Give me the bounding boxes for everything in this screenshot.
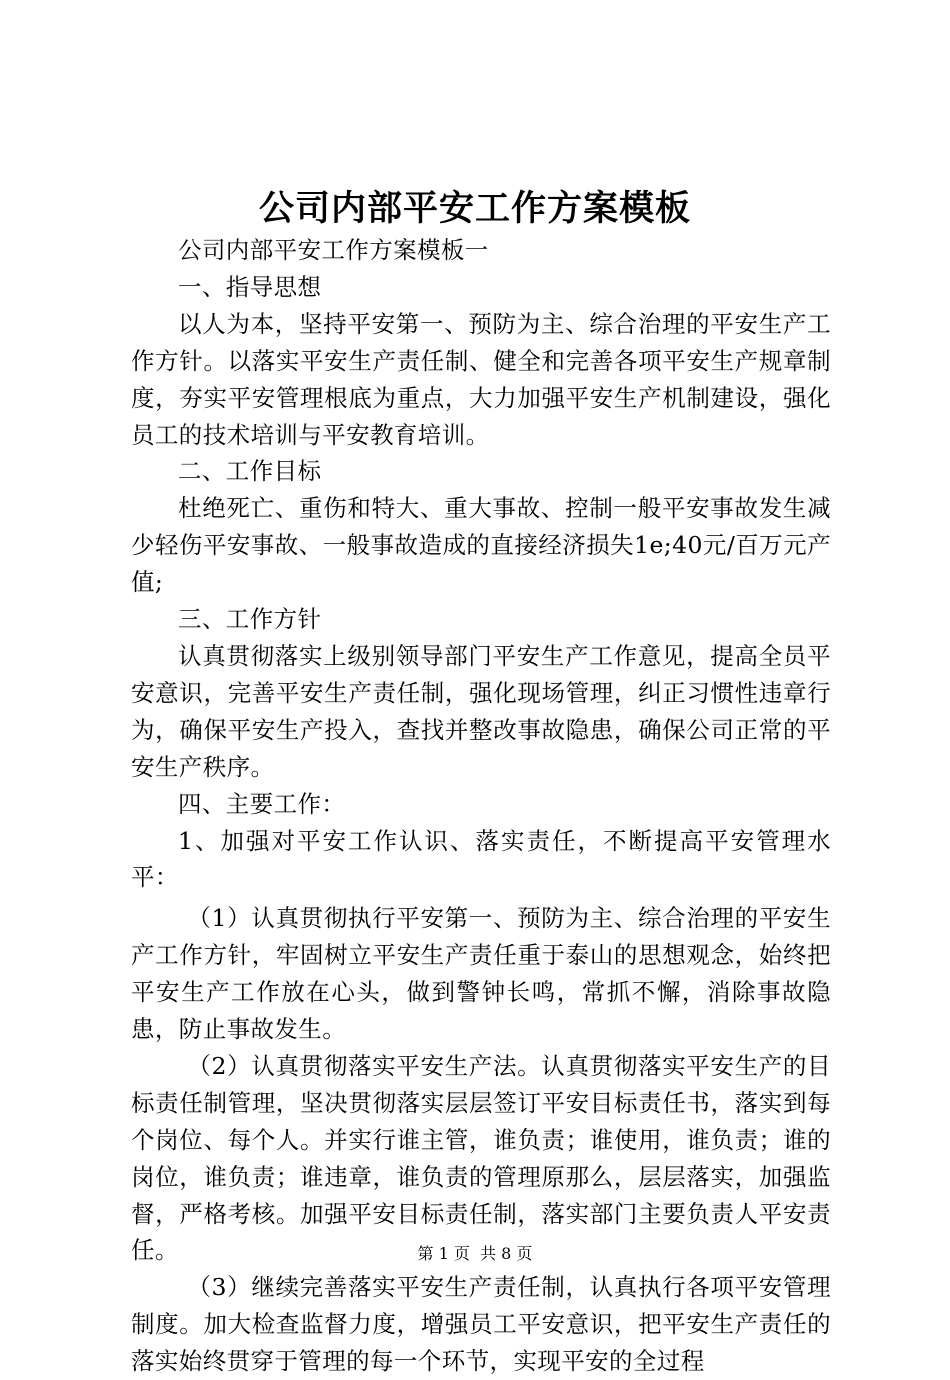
paragraph-main-work-1: 1、加强对平安工作认识、落实责任，不断提高平安管理水平：	[131, 826, 831, 892]
paragraph-subtitle: 公司内部平安工作方案模板一	[178, 236, 489, 264]
section-heading-work-policy: 三、工作方针	[178, 605, 322, 634]
section-heading-main-work: 四、主要工作：	[178, 789, 346, 818]
paragraph-work-policy: 认真贯彻落实上级别领导部门平安生产工作意见，提高全员平安意识，完善平安生产责任制，强化现场管理，纠正习惯性违章行为，确保平安生产投入，查找并整改事故隐患，确保公司正常的平安生产秩序。	[131, 641, 831, 781]
section-heading-guiding-idea: 一、指导思想	[178, 272, 322, 301]
paragraph-work-goal: 杜绝死亡、重伤和特大、重大事故、控制一般平安事故发生减少轻伤平安事故、一般事故造成的直接经济损失1e;40元/百万元产值;	[131, 494, 831, 597]
document-body	[131, 232, 831, 1380]
document-title: 公司内部平安工作方案模板	[258, 188, 691, 229]
paragraph-guiding-idea: 以人为本，坚持平安第一、预防为主、综合治理的平安生产工作方针。以落实平安生产责任制、健全和完善各项平安生产规章制度，夯实平安管理根底为重点，大力加强平安生产机制建设，强化员工的技术培训与平安教育培训。	[131, 309, 831, 449]
section-heading-work-goal: 二、工作目标	[178, 457, 322, 486]
paragraph-item-2: （2）认真贯彻落实平安生产法。认真贯彻落实平安生产的目标责任制管理，坚决贯彻落实层层签订平安目标责任书，落实到每个岗位、每个人。并实行谁主管，谁负责；谁使用，谁负责；谁的岗位，谁负责；谁违章，谁负责的管理原那么，层层落实，加强监督，严格考核。加强平安目标责任制，落实部门主要负责人平安责任。	[131, 1051, 831, 1265]
paragraph-item-3: （3）继续完善落实平安生产责任制，认真执行各项平安管理制度。加大检查监督力度，增强员工平安意识，把平安生产责任的落实始终贯穿于管理的每一个环节，实现平安的全过程	[131, 1273, 831, 1376]
page-footer: 第 1 页 共 8 页	[417, 1244, 533, 1263]
paragraph-item-1: （1）认真贯彻执行平安第一、预防为主、综合治理的平安生产工作方针，牢固树立平安生产责任重于泰山的思想观念，始终把平安生产工作放在心头，做到警钟长鸣，常抓不懈，消除事故隐患，防止事故发生。	[131, 904, 831, 1044]
